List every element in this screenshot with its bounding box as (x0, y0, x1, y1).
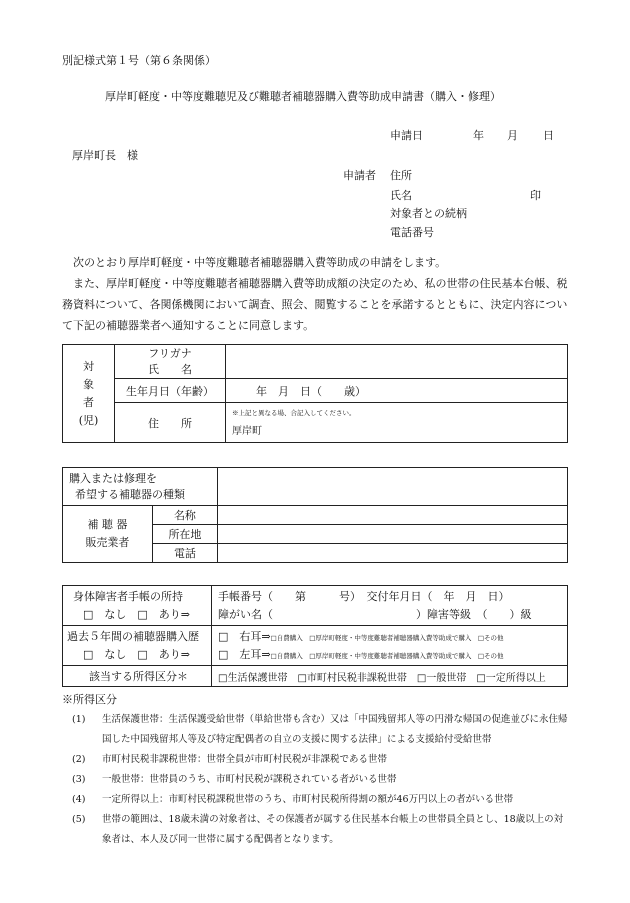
relationship-label: 対象者との続柄 (390, 207, 467, 220)
form-number: 別記様式第１号（第６条関係） (62, 54, 216, 67)
right-ear-row[interactable]: □ 右耳⇒□自費購入 □厚岸町軽度・中等度難聴者補聴器購入費等助成で購入 □その他 (218, 629, 504, 643)
notes-list (62, 710, 572, 850)
handbook-label-cell (63, 586, 212, 626)
vendor-location-label: 所在地 (152, 525, 217, 544)
seal-mark: 印 (530, 189, 541, 202)
vendor-name-label: 名称 (152, 506, 217, 525)
device-table (62, 467, 568, 563)
address-town: 厚岸町 (232, 426, 262, 437)
history-label-cell (63, 626, 212, 666)
history-label: 過去５年間の補聴器購入歴 (67, 629, 199, 643)
page-title: 厚岸町軽度・中等度難聴児及び難聴者補聴器購入費等助成申請書（購入・修理） (105, 90, 501, 103)
subject-table (62, 344, 568, 443)
handbook-label: 身体障害者手帳の所持 (73, 589, 183, 603)
device-type-field[interactable] (218, 468, 568, 506)
handbook-number[interactable]: 手帳番号（ 第 号） 交付年月日（ 年 月 日） (218, 589, 510, 603)
addressee: 厚岸町長 様 (72, 149, 138, 162)
note-item: (2) 市町村民税非課税世帯：世帯全員が市町村民税が非課税である世帯 (72, 754, 388, 765)
notes-heading: ※所得区分 (62, 693, 117, 706)
date-day: 日 (543, 129, 554, 142)
dob-label: 生年月日（年齢） (115, 379, 226, 403)
note-item: (4) 一定所得以上：市町村民税課税世帯のうち、市町村民税所得割の額が46万円以上の者がいる世帯 (72, 794, 514, 805)
vendor-phone-field[interactable] (218, 544, 568, 563)
note-item: (5) 世帯の範囲は、18歳未満の対象者は、その保護者が属する住民基本台帳上の世帯員全員とし、18歳以上の対象者は、本人及び同一世帯に属する配偶者となります。 (72, 814, 564, 845)
device-type-label: 購入または修理を 希望する補聴器の種類 (63, 468, 218, 506)
furigana-name-label: フリガナ 氏 名 (115, 345, 226, 379)
handbook-details-cell (212, 586, 568, 626)
status-table (62, 585, 568, 687)
subject-address-label: 住 所 (115, 403, 226, 443)
income-options[interactable]: □生活保護世帯 □市町村民税非課税世帯 □一般世帯 □一定所得以上 (212, 666, 568, 687)
subject-side-label: 対 象 者 (児) (63, 345, 115, 443)
address-note: ※上記と異なる場、合記入してください。 (232, 409, 356, 417)
subject-address-field[interactable] (226, 403, 568, 443)
date-year: 年 (473, 129, 484, 142)
date-month: 月 (507, 129, 518, 142)
history-options[interactable]: □ なし □ あり⇒ (83, 647, 191, 661)
applicant-address-label: 住所 (390, 169, 412, 182)
vendor-location-field[interactable] (218, 525, 568, 544)
vendor-label: 補 聴 器 販売業者 (63, 506, 153, 563)
disability-name[interactable]: 障がい名（ ）障害等級 （ ）級 (218, 607, 532, 621)
applicant-name-label: 氏名 (390, 189, 412, 202)
note-item: (3) 一般世帯：世帯員のうち、市町村民税が課税されている者がいる世帯 (72, 774, 397, 785)
intro-paragraph-1: 次のとおり厚岸町軽度・中等度難聴者補聴器購入費等助成の申請をします。 (73, 256, 447, 269)
applicant-label: 申請者 (343, 169, 376, 182)
application-date-label: 申請日 (390, 129, 423, 142)
dob-field[interactable]: 年 月 日（ 歳） (226, 379, 568, 403)
intro-paragraph-2: また、厚岸町軽度・中等度難聴者補聴器購入費等助成額の決定のため、私の世帯の住民基本台帳、税務資料について、各関係機関において調査、照会、閲覧することを承諾するとともに、決定内容について下記の補聴器業者へ通知することに同意します。 (62, 277, 568, 332)
note-item: (1) 生活保護世帯：生活保護受給世帯（単給世帯も含む）又は「中国残留邦人等の円滑な帰国の促進並びに永住帰国した中国残留邦人等及び特定配偶者の自立の支援に関する法律」による支援給付受給世帯 (72, 714, 568, 745)
subject-name-field[interactable] (226, 345, 568, 379)
phone-label: 電話番号 (390, 226, 434, 239)
vendor-name-field[interactable] (218, 506, 568, 525)
income-label: 該当する所得区分＊ (63, 666, 212, 687)
left-ear-row[interactable]: □ 左耳⇒□自費購入 □厚岸町軽度・中等度難聴者補聴器購入費等助成で購入 □その他 (218, 647, 504, 661)
handbook-options[interactable]: □ なし □ あり⇒ (83, 607, 191, 621)
vendor-phone-label: 電話 (152, 544, 217, 563)
history-details-cell (212, 626, 568, 666)
